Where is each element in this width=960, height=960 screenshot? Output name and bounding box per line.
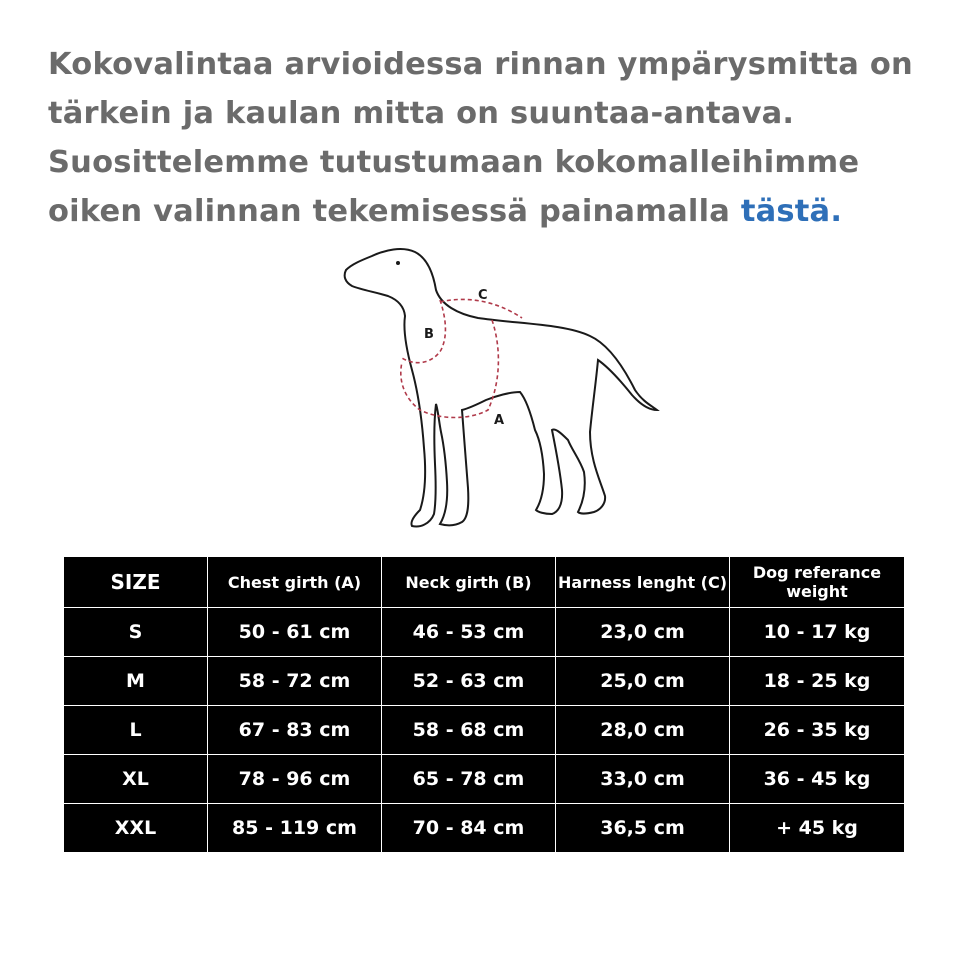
cell-size: M [64,657,208,706]
table-header-row [64,557,905,608]
cell-chest: 85 - 119 cm [208,804,382,853]
table-row [64,804,905,853]
table-row [64,706,905,755]
cell-length: 33,0 cm [556,755,730,804]
header-harness-length: Harness lenght (C) [556,557,730,608]
cell-neck: 52 - 63 cm [382,657,556,706]
cell-neck: 46 - 53 cm [382,608,556,657]
label-c: C [478,288,488,303]
chest-measure-line [401,320,499,418]
cell-chest: 78 - 96 cm [208,755,382,804]
cell-chest: 50 - 61 cm [208,608,382,657]
cell-length: 36,5 cm [556,804,730,853]
intro-paragraph [48,40,928,236]
cell-size: S [64,608,208,657]
table-row [64,657,905,706]
label-a: A [494,413,505,428]
label-b: B [424,327,434,342]
size-guide-link[interactable]: tästä. [740,194,843,229]
cell-length: 23,0 cm [556,608,730,657]
cell-size: XL [64,755,208,804]
cell-chest: 67 - 83 cm [208,706,382,755]
cell-weight: 18 - 25 kg [730,657,905,706]
header-dog-weight: Dog referance weight [730,557,905,608]
size-table [63,556,905,853]
dog-eye [396,261,400,265]
cell-weight: 10 - 17 kg [730,608,905,657]
cell-neck: 58 - 68 cm [382,706,556,755]
table-row [64,608,905,657]
dog-measurement-diagram [330,240,670,540]
cell-neck: 65 - 78 cm [382,755,556,804]
cell-neck: 70 - 84 cm [382,804,556,853]
header-size: SIZE [64,557,208,608]
cell-size: L [64,706,208,755]
cell-weight: 26 - 35 kg [730,706,905,755]
cell-weight: + 45 kg [730,804,905,853]
header-neck-girth: Neck girth (B) [382,557,556,608]
cell-size: XXL [64,804,208,853]
header-chest-girth: Chest girth (A) [208,557,382,608]
table-row [64,755,905,804]
cell-length: 28,0 cm [556,706,730,755]
intro-text: Kokovalintaa arvioidessa rinnan ympärysmitta on tärkein ja kaulan mitta on suuntaa-antava. Suosittelemme tutustumaan kokomalleihimme oiken valinnan tekemisessä painamalla [48,47,913,229]
cell-chest: 58 - 72 cm [208,657,382,706]
cell-weight: 36 - 45 kg [730,755,905,804]
cell-length: 25,0 cm [556,657,730,706]
dog-outline [345,249,657,526]
